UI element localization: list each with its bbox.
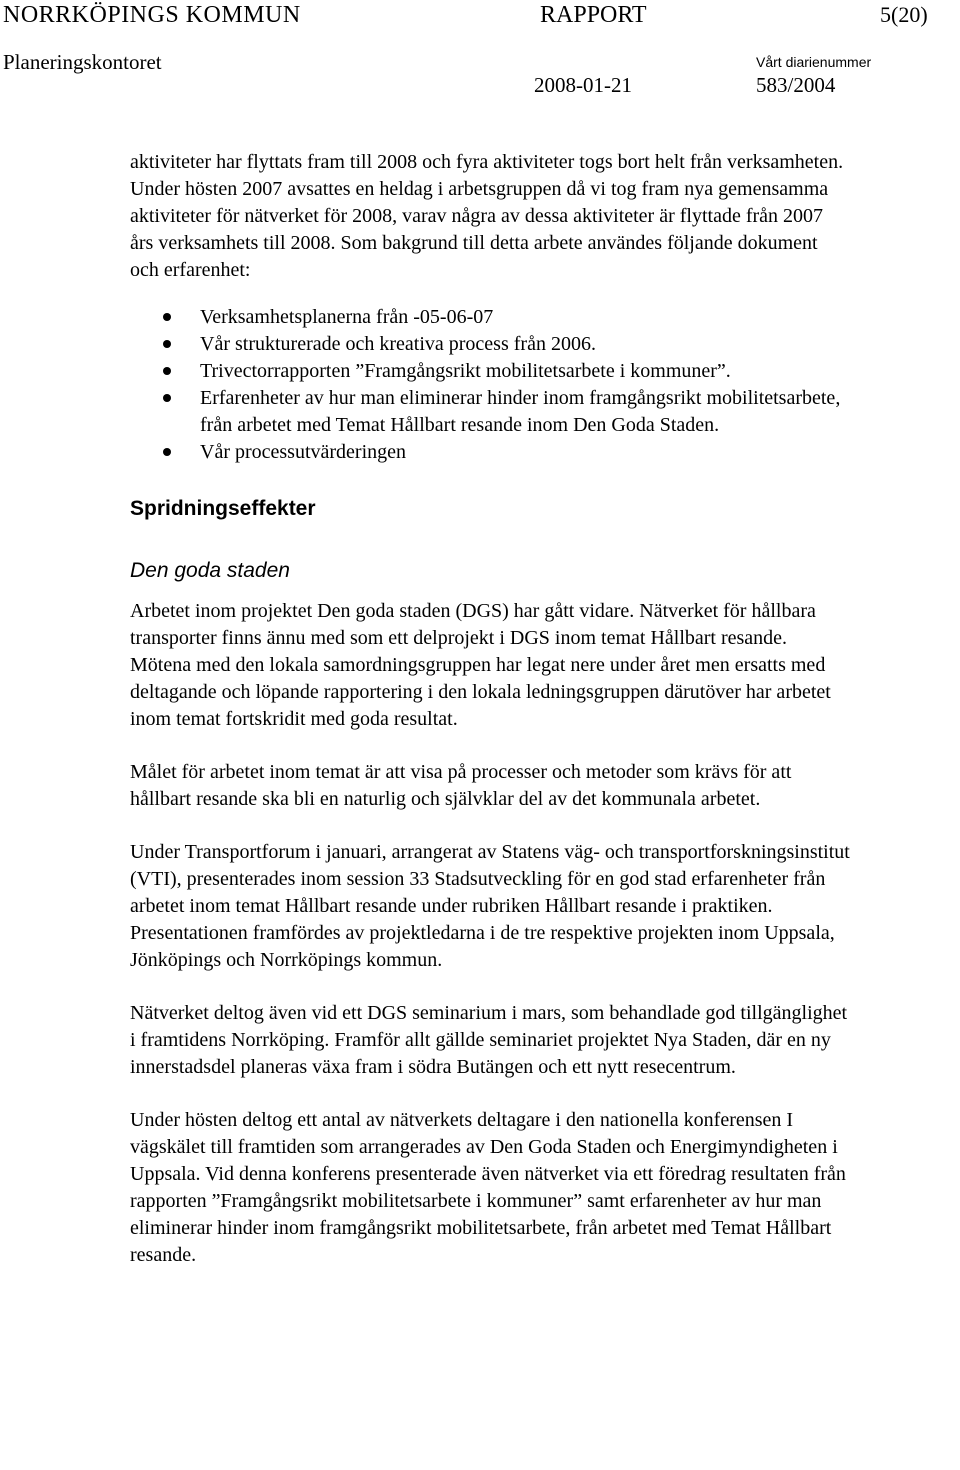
- registration-label: Vårt diarienummer: [756, 54, 872, 70]
- document-type: RAPPORT: [540, 2, 647, 28]
- paragraph: Under Transportforum i januari, arrangerat av Statens väg- och transportforskningsinstitut (VTI), presenterades inom session 33 Stadsutveckling för en god stad erfarenheter från arbetet inom temat Hållbart resande under rubriken Hållbart resande i praktiken. Presentationen framfördes av projektledarna i de tre respektive projekten inom Uppsala, Jönköpings och Norrköpings kommun.: [130, 841, 850, 971]
- bullet-icon: [163, 367, 171, 375]
- paragraph: Målet för arbetet inom temat är att visa på processer och metoder som krävs för att hållbart resande ska bli en naturlig och självklar del av det kommunala arbetet.: [130, 761, 792, 810]
- page-number: 5(20): [880, 2, 928, 27]
- paragraph: Under hösten deltog ett antal av nätverkets deltagare i den nationella konferensen I vägskälet till framtiden som arrangerades av Den Goda Staden och Energimyndigheten i Uppsala. Vid denna konferens presenterade även nätverket via ett föredrag resultaten från rapporten ”Framgångsrikt mobilitetsarbete i kommuner” samt erfarenheter av hur man eliminerar hinder inom framgångsrikt mobilitetsarbete, från arbetet med Temat Hållbart resande.: [130, 1109, 846, 1266]
- list-item-text: Vår processutvärderingen: [200, 441, 407, 463]
- bullet-icon: [163, 448, 171, 456]
- list-item-text: Trivectorrapporten ”Framgångsrikt mobilitetsarbete i kommuner”.: [200, 360, 731, 382]
- subsection-heading: Den goda staden: [130, 559, 290, 582]
- section-heading: Spridningseffekter: [130, 497, 316, 520]
- list-item-text: Verksamhetsplanerna från -05-06-07: [200, 306, 494, 328]
- list-item-text: Erfarenheter av hur man eliminerar hinder inom framgångsrikt mobilitetsarbete, från arbetet med Temat Hållbart resande inom Den Goda Staden.: [200, 387, 841, 436]
- bullet-icon: [163, 313, 171, 321]
- department-name: Planeringskontoret: [3, 50, 162, 74]
- organization-name: NORRKÖPINGS KOMMUN: [3, 2, 301, 28]
- list-item: [130, 304, 850, 331]
- bullet-icon: [163, 340, 171, 348]
- list-item-text: Vår strukturerade och kreativa process från 2006.: [200, 333, 596, 355]
- paragraph: Nätverket deltog även vid ett DGS seminarium i mars, som behandlade god tillgänglighet i framtidens Norrköping. Framför allt gällde seminariet projektet Nya Staden, där en ny innerstadsdel planeras växa fram i södra Butängen och ett nytt resecentrum.: [130, 1002, 848, 1078]
- paragraph: Arbetet inom projektet Den goda staden (DGS) har gått vidare. Nätverket för hållbara transporter finns ännu med som ett delprojekt i DGS inom temat Hållbart resande. Mötena med den lokala samordningsgruppen har legat nere under året men ersatts med deltagande och löpande rapportering i den lokala ledningsgruppen därutöver har arbetet inom temat fortskridit med goda resultat.: [130, 600, 831, 730]
- document-date: 2008-01-21: [534, 73, 632, 97]
- registration-number: 583/2004: [756, 73, 836, 97]
- bullet-icon: [163, 394, 171, 402]
- list-item: [130, 331, 850, 358]
- list-item: [130, 385, 850, 439]
- list-item: [130, 439, 850, 466]
- paragraph: aktiviteter har flyttats fram till 2008 och fyra aktiviteter togs bort helt från verksamheten.: [130, 151, 844, 173]
- document-body: [130, 149, 850, 1269]
- list-item: [130, 358, 850, 385]
- bullet-list: [130, 304, 850, 466]
- paragraph: Under hösten 2007 avsattes en heldag i arbetsgruppen då vi tog fram nya gemensamma aktiviteter för nätverket för 2008, varav några av dessa aktiviteter är flyttade från 2007 års verksamhets till 2008. Som bakgrund till detta arbete användes följande dokument och erfarenhet:: [130, 178, 829, 281]
